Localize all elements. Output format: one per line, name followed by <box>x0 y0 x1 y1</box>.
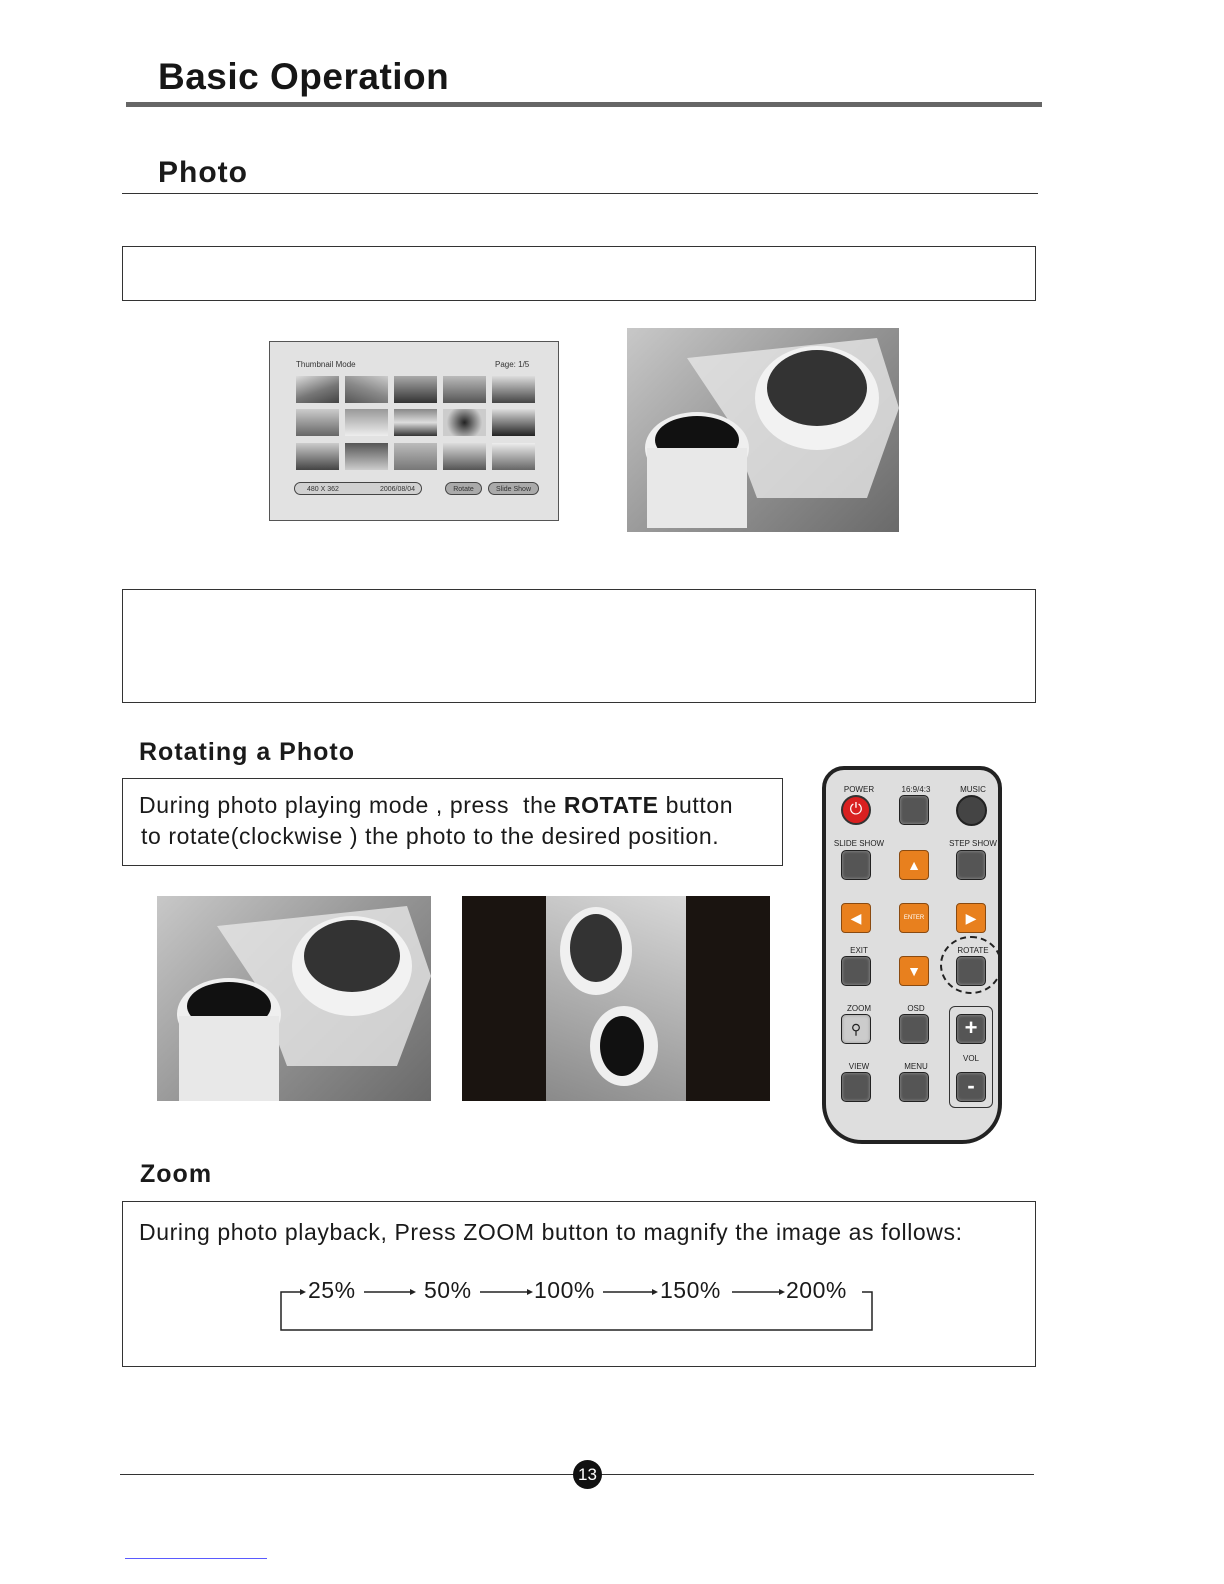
rotating-line-1 <box>139 789 733 821</box>
rotating-box <box>122 778 783 866</box>
thumbnail-image[interactable] <box>394 443 437 470</box>
arrow-left-icon: ◀ <box>850 909 862 926</box>
osd-label: OSD <box>907 1004 925 1013</box>
rotating-line-2: to rotate(clockwise ) the photo to the desired position. <box>141 823 720 849</box>
zoom-heading: Zoom <box>140 1160 213 1188</box>
arrow-up-icon: ▲ <box>907 857 921 873</box>
zoom-step: 100% <box>534 1277 595 1303</box>
text-box-1 <box>122 246 1036 301</box>
right-button[interactable] <box>956 903 986 933</box>
music-button[interactable] <box>956 795 987 826</box>
thumbnail-image[interactable] <box>394 376 437 403</box>
ratio-label: 16:9/4:3 <box>901 785 931 794</box>
vol-label: VOL <box>962 1054 979 1063</box>
thumbnail-image[interactable] <box>492 376 535 403</box>
page-number: 13 <box>573 1460 602 1489</box>
vol-plus-button[interactable]: + <box>956 1014 986 1044</box>
thumbnail-date: 2006/08/04 <box>379 486 415 493</box>
rotated-image <box>546 896 686 1101</box>
arrow-down-icon: ▼ <box>907 963 921 979</box>
rotate-label: ROTATE <box>957 946 989 955</box>
rotating-heading: Rotating a Photo <box>139 738 355 766</box>
zoom-text: During photo playback, Press ZOOM button to magnify the image as follows: <box>139 1219 963 1245</box>
remote-control <box>822 766 1002 1144</box>
thumbnail-image[interactable] <box>296 376 339 403</box>
photo-after-rotate <box>462 896 770 1101</box>
slideshow-pill-button[interactable]: Slide Show <box>488 482 539 495</box>
zoom-step: 25% <box>308 1277 356 1303</box>
thumbnail-image[interactable] <box>443 409 486 436</box>
thumbnail-screen <box>269 341 559 521</box>
arrow-right-icon: ▶ <box>965 909 977 926</box>
zoom-step: 200% <box>786 1277 847 1303</box>
power-button[interactable] <box>841 795 871 825</box>
exit-button[interactable] <box>841 956 871 986</box>
thumbnail-image[interactable] <box>394 409 437 436</box>
music-label: MUSIC <box>960 785 986 794</box>
thumbnail-image[interactable] <box>345 409 388 436</box>
thumbnail-image[interactable] <box>492 409 535 436</box>
ratio-button[interactable] <box>899 795 929 825</box>
rotating-text-bold: ROTATE <box>563 792 659 818</box>
text-box-2 <box>122 589 1036 703</box>
stepshow-button[interactable] <box>956 850 986 880</box>
enter-button[interactable]: ENTER <box>899 903 929 933</box>
title-underline <box>126 102 1042 107</box>
power-icon: ⏻ <box>849 801 863 818</box>
rotating-text-after: button <box>658 792 734 818</box>
section-title: Photo <box>158 156 248 189</box>
thumbnail-image[interactable] <box>296 409 339 436</box>
photo-illustration <box>627 328 899 532</box>
photo-coffee-fruit <box>627 328 899 532</box>
thumbnail-image[interactable] <box>345 376 388 403</box>
rotate-pill-button[interactable]: Rotate <box>445 482 482 495</box>
zoom-step: 50% <box>424 1277 472 1303</box>
osd-button[interactable] <box>899 1014 929 1044</box>
view-label: VIEW <box>848 1062 870 1071</box>
thumbnail-image[interactable] <box>492 443 535 470</box>
rotating-text-before: During photo playing mode , press the <box>139 792 564 818</box>
thumbnail-resolution: 480 X 362 <box>307 486 339 493</box>
section-underline <box>122 193 1038 194</box>
zoom-label: ZOOM <box>847 1004 871 1013</box>
footnote-rule <box>125 1558 267 1559</box>
menu-label: MENU <box>904 1062 928 1071</box>
up-button[interactable] <box>899 850 929 880</box>
photo-illustration <box>546 896 686 1101</box>
slideshow-button[interactable] <box>841 850 871 880</box>
view-button[interactable] <box>841 1072 871 1102</box>
thumbnail-image[interactable] <box>443 443 486 470</box>
zoom-step: 150% <box>660 1277 721 1303</box>
power-label: POWER <box>843 785 875 794</box>
rotate-highlight-circle <box>940 936 1002 994</box>
down-button[interactable] <box>899 956 929 986</box>
photo-before-rotate <box>157 896 431 1101</box>
stepshow-label: STEP SHOW <box>949 839 997 848</box>
zoom-button[interactable] <box>841 1014 871 1044</box>
magnifier-icon: ⚲ <box>850 1021 862 1037</box>
page-title: Basic Operation <box>158 56 450 97</box>
thumbnail-image[interactable] <box>443 376 486 403</box>
thumbnail-image[interactable] <box>345 443 388 470</box>
vol-minus-button[interactable]: - <box>956 1072 986 1102</box>
thumbnail-title: Thumbnail Mode <box>296 360 356 369</box>
thumbnail-page: Page: 1/5 <box>495 360 530 369</box>
info-bar <box>294 482 422 495</box>
exit-label: EXIT <box>850 946 868 955</box>
left-button[interactable] <box>841 903 871 933</box>
menu-button[interactable] <box>899 1072 929 1102</box>
slideshow-label: SLIDE SHOW <box>833 839 885 848</box>
thumbnail-image[interactable] <box>296 443 339 470</box>
photo-illustration <box>157 896 431 1101</box>
